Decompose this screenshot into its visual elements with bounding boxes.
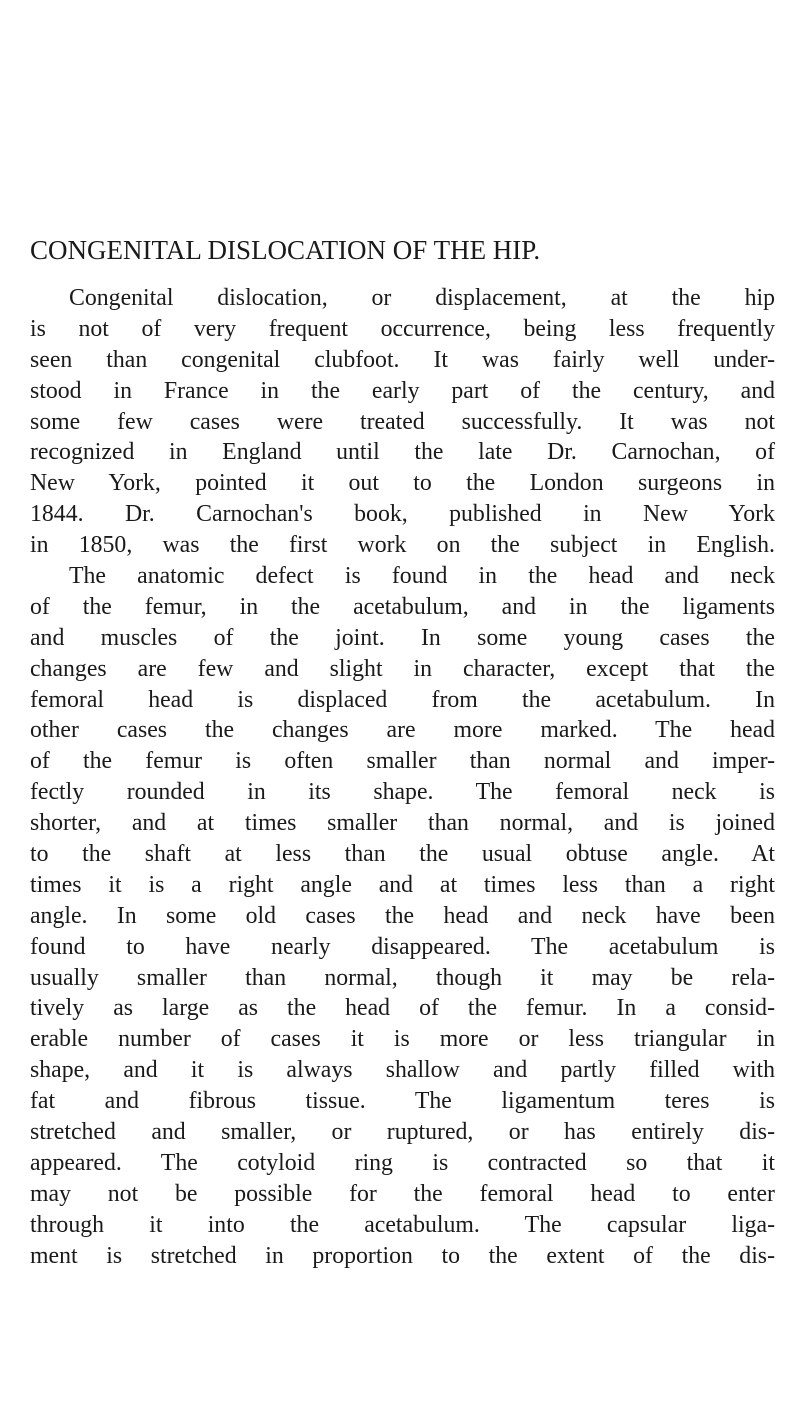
text-line: to the shaft at less than the usual obtuse angle. At [30, 841, 775, 868]
text-line: Congenital dislocation, or displacement, at the hip [69, 285, 775, 311]
text-line: shorter, and at times smaller than normal, and is joined [30, 810, 775, 837]
text-line: of the femur, in the acetabulum, and in the ligaments [30, 593, 775, 620]
text-line: angle. In some old cases the head and neck have been [30, 902, 775, 929]
text-line: may not be possible for the femoral head to enter [30, 1180, 775, 1207]
text-line: changes are few and slight in character, except that the [30, 655, 775, 682]
paragraph-2 [30, 561, 775, 1271]
paragraph-1 [30, 283, 775, 561]
text-line: seen than congenital clubfoot. It was fairly well under- [30, 346, 775, 373]
text-line: in 1850, was the first work on the subject in English. [30, 532, 775, 559]
text-line: The anatomic defect is found in the head and neck [69, 563, 775, 590]
text-line: fat and fibrous tissue. The ligamentum teres is [30, 1088, 775, 1115]
text-line: usually smaller than normal, though it may be rela- [30, 964, 775, 991]
page-body [30, 283, 775, 1272]
text-line: other cases the changes are more marked. The head [30, 717, 775, 744]
text-line: erable number of cases it is more or less triangular in [30, 1026, 775, 1053]
text-line: tively as large as the head of the femur. In a consid- [30, 995, 775, 1022]
text-line: fectly rounded in its shape. The femoral neck is [30, 779, 775, 806]
text-line: New York, pointed it out to the London surgeons in [30, 470, 775, 497]
text-line: shape, and it is always shallow and partly filled with [30, 1057, 775, 1084]
text-line: of the femur is often smaller than normal and imper- [30, 748, 775, 775]
text-line: stretched and smaller, or ruptured, or has entirely dis- [30, 1119, 775, 1146]
text-line: and muscles of the joint. In some young cases the [30, 624, 775, 651]
text-line: is not of very frequent occurrence, being less frequently [30, 315, 775, 342]
text-line: some few cases were treated successfully. It was not [30, 408, 775, 435]
text-line: 1844. Dr. Carnochan's book, published in New York [30, 501, 775, 528]
text-line: found to have nearly disappeared. The acetabulum is [30, 933, 775, 960]
text-line: through it into the acetabulum. The capsular liga- [30, 1211, 775, 1238]
text-line: stood in France in the early part of the century, and [30, 377, 775, 404]
text-line: femoral head is displaced from the acetabulum. In [30, 686, 775, 713]
text-line: appeared. The cotyloid ring is contracted so that it [30, 1149, 775, 1176]
text-line: times it is a right angle and at times less than a right [30, 871, 775, 898]
chapter-heading: CONGENITAL DISLOCATION OF THE HIP. [30, 235, 541, 265]
text-line: recognized in England until the late Dr. Carnochan, of [30, 439, 775, 466]
text-line: ment is stretched in proportion to the extent of the dis- [30, 1242, 775, 1269]
